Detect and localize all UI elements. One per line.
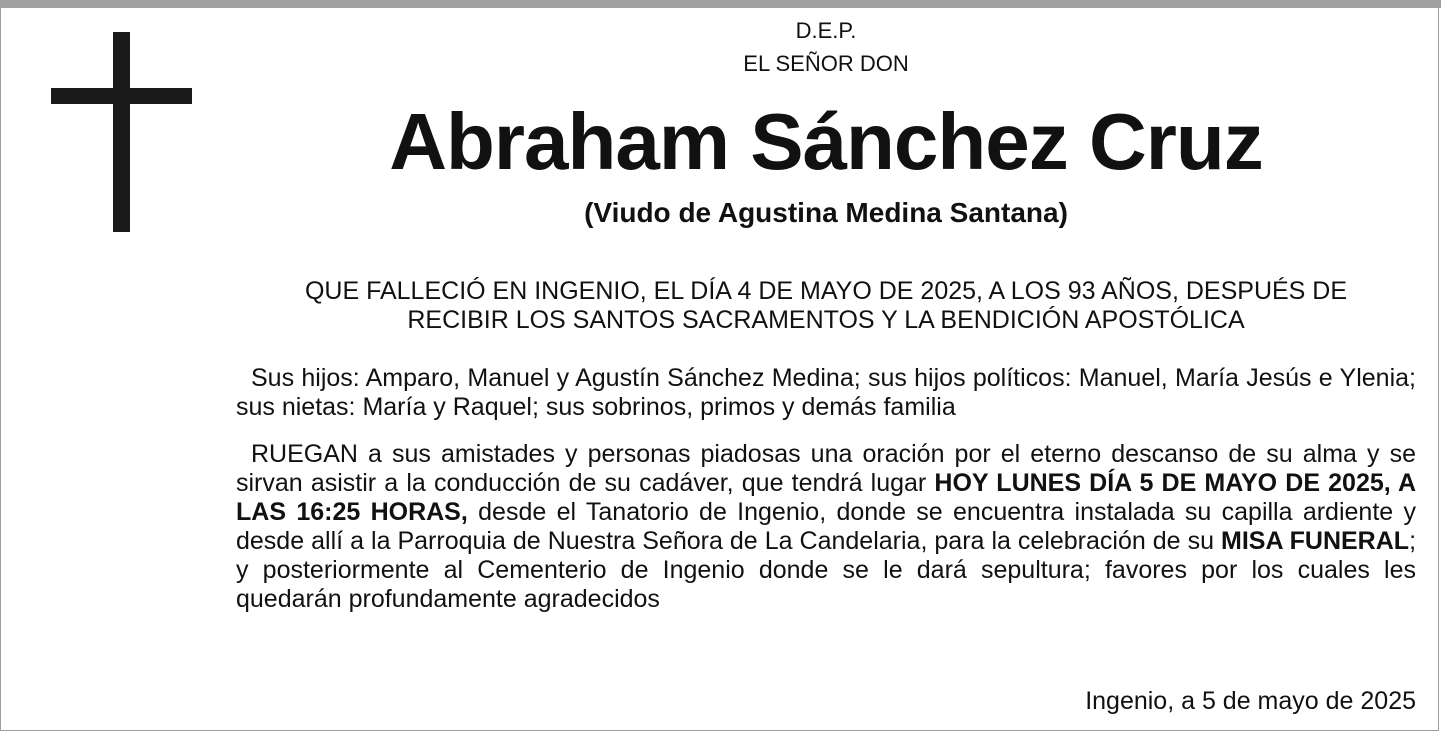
dep-heading: D.E.P. bbox=[795, 18, 857, 43]
request-paragraph bbox=[236, 440, 1416, 614]
request-text-2: desde el Tanatorio de Ingenio, donde se encuentra instalada su capilla ardiente y desde allí a la Parroquia de Nuestra Señora de La Candelaria, para la celebración de su bbox=[236, 498, 1416, 555]
cross-icon bbox=[51, 32, 192, 232]
deceased-name: Abraham Sánchez Cruz bbox=[389, 97, 1263, 186]
funeral-time: HOY LUNES DÍA 5 DE MAYO DE 2025, A LAS 16:25 HORAS, bbox=[236, 469, 1416, 526]
request-text-1: RUEGAN a sus amistades y personas piadosas una oración por el eterno descanso de su alma y se sirvan asistir a la conducción de su cadáver, que tendrá lugar bbox=[236, 440, 1416, 497]
death-notice bbox=[236, 277, 1416, 335]
death-notice-line-2: RECIBIR LOS SANTOS SACRAMENTOS Y LA BENDICIÓN APOSTÓLICA bbox=[407, 306, 1245, 334]
family-paragraph: Sus hijos: Amparo, Manuel y Agustín Sánchez Medina; sus hijos políticos: Manuel, María Jesús e Ylenia; sus nietas: María y Raquel; sus sobrinos, primos y demás familia bbox=[236, 364, 1416, 421]
title-prefix: EL SEÑOR DON bbox=[743, 51, 909, 76]
widow-note: (Viudo de Agustina Medina Santana) bbox=[584, 197, 1068, 228]
top-border-bar bbox=[0, 0, 1441, 8]
funeral-mass: MISA FUNERAL bbox=[1221, 527, 1410, 555]
request-text-3: ; y posteriormente al Cementerio de Ingenio donde se le dará sepultura; favores por los cuales les quedarán profundamente agradecidos bbox=[236, 527, 1417, 613]
place-date: Ingenio, a 5 de mayo de 2025 bbox=[1085, 687, 1416, 715]
death-notice-line-1: QUE FALLECIÓ EN INGENIO, EL DÍA 4 DE MAYO DE 2025, A LOS 93 AÑOS, DESPUÉS DE bbox=[304, 277, 1348, 305]
cross-vertical-beam bbox=[113, 32, 130, 232]
cross-horizontal-beam bbox=[51, 88, 192, 104]
